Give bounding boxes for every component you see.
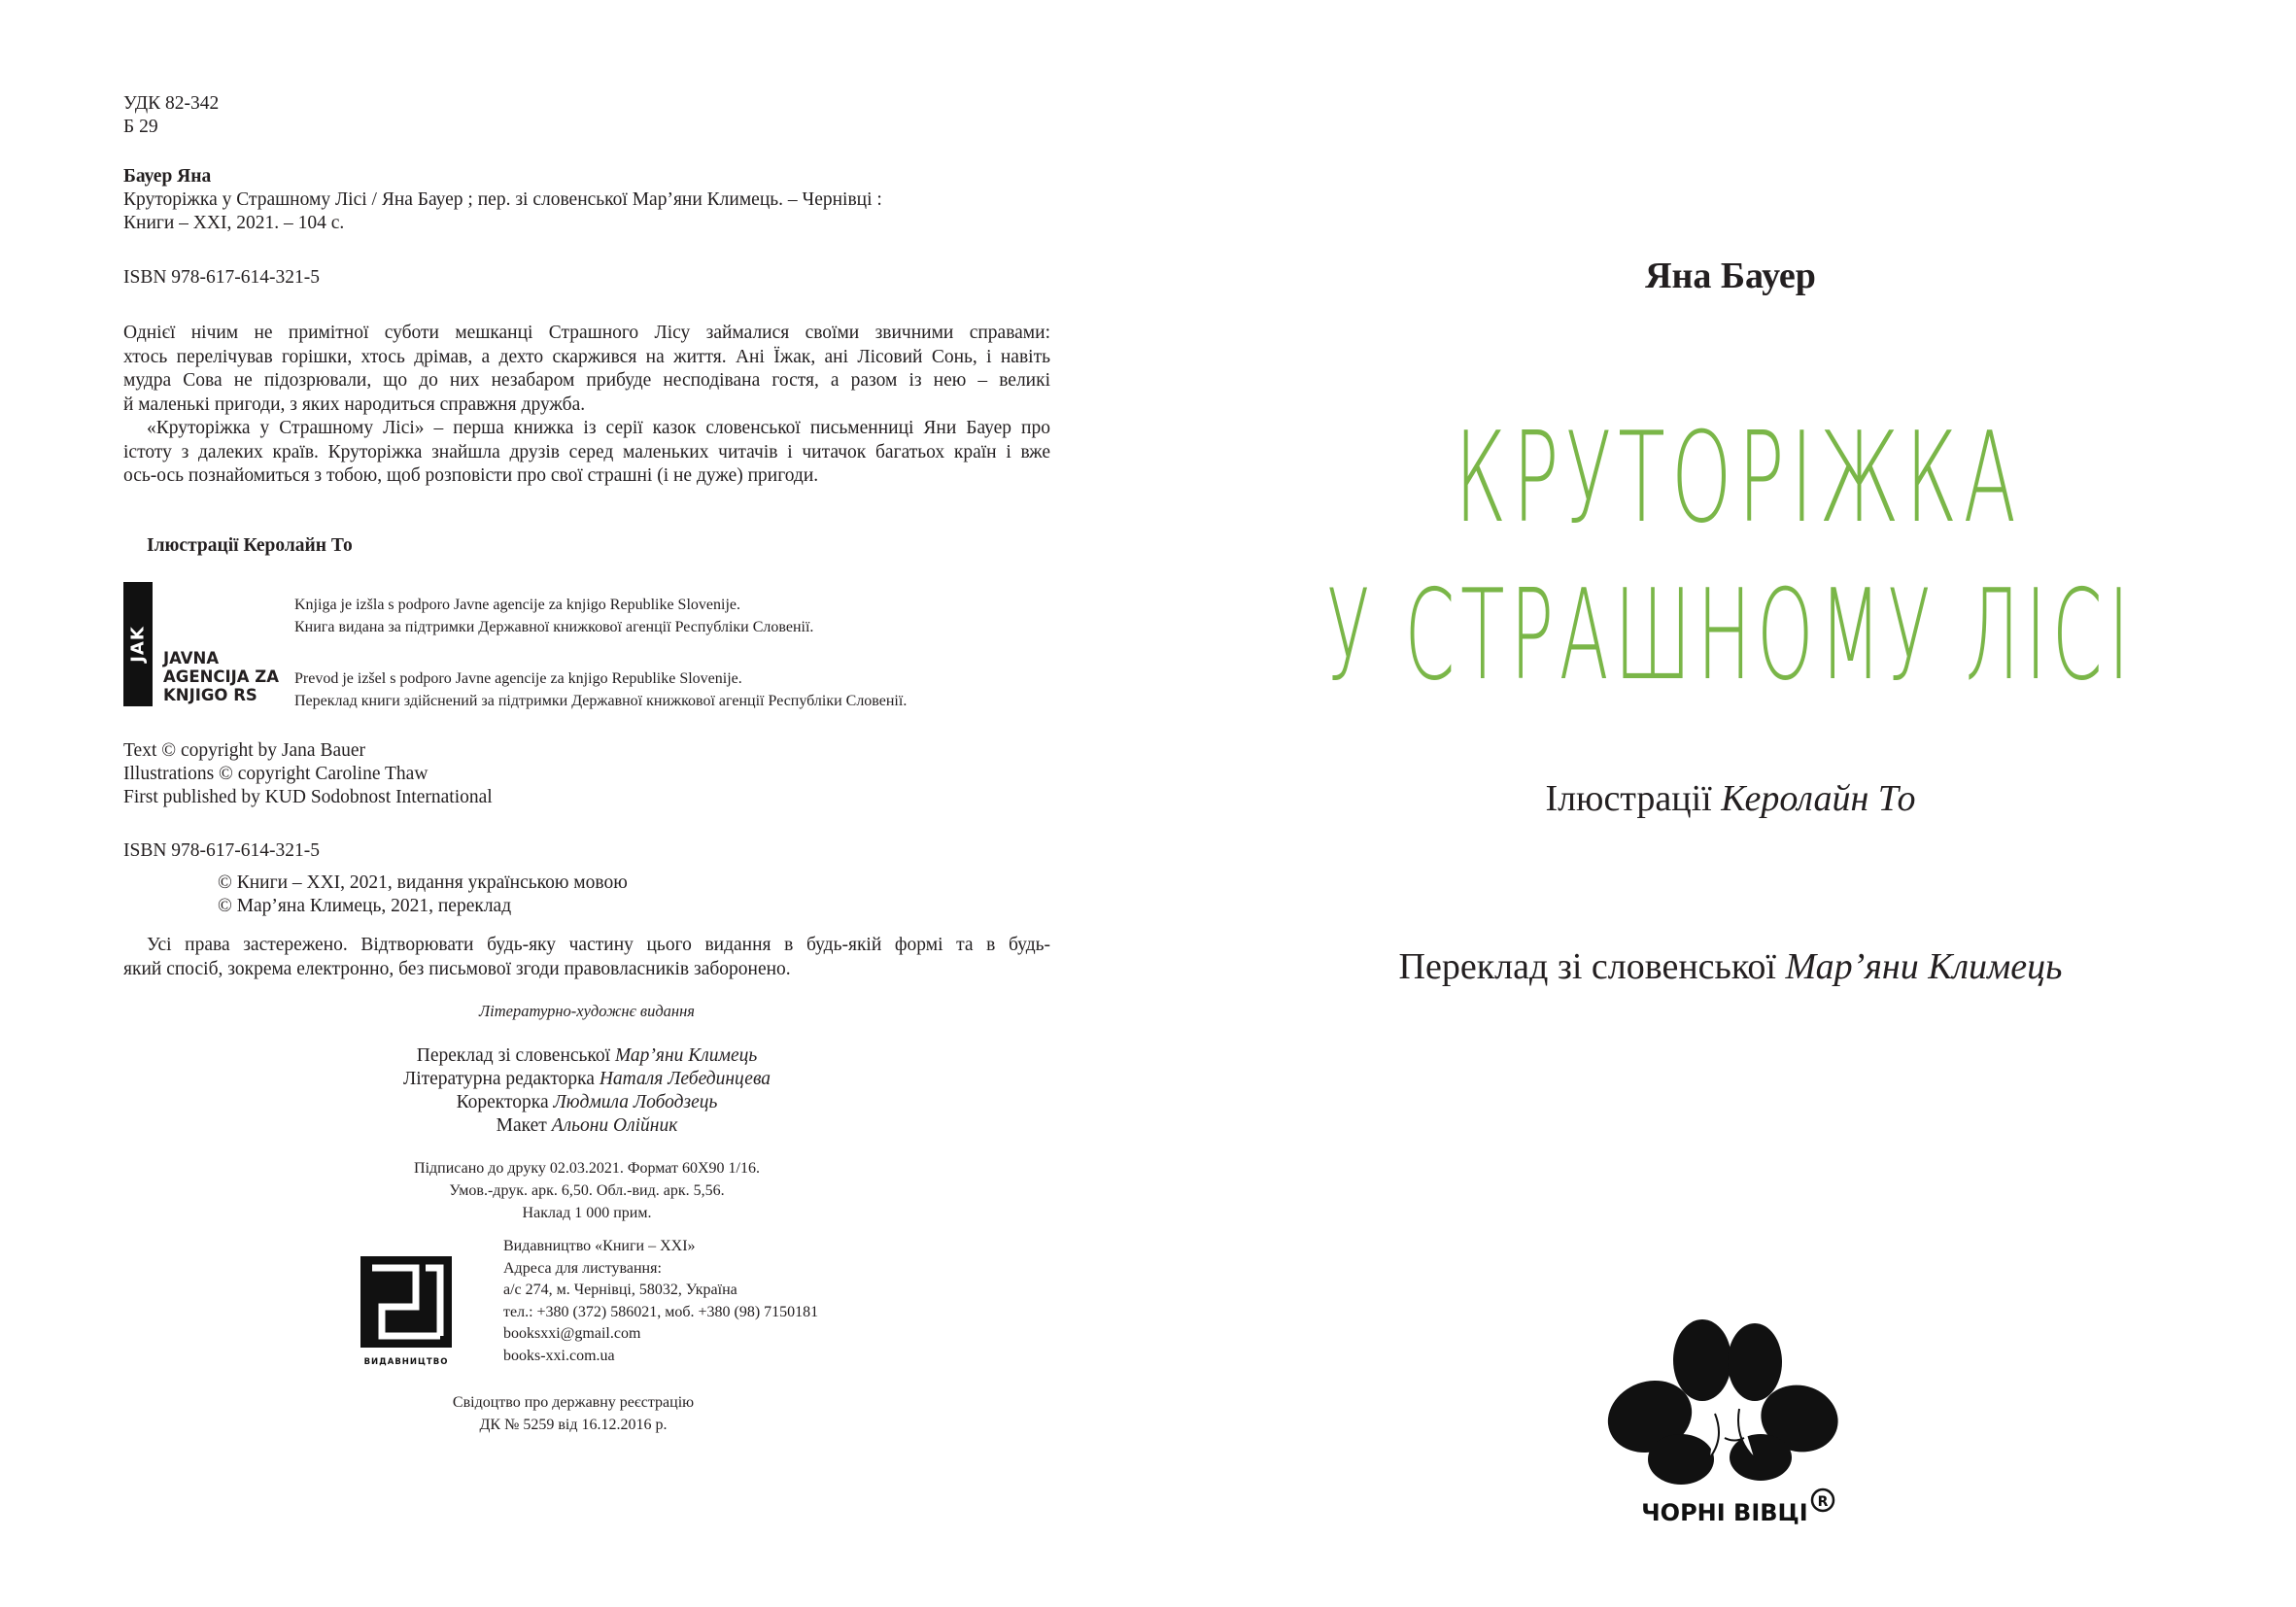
svg-text:R: R xyxy=(1817,1494,1829,1510)
title-line-1: КРУТОРІЖКА xyxy=(1455,406,2023,551)
copyright-line: First published by KUD Sodobnost International xyxy=(123,787,493,807)
rights-line: Усі права застережено. Відтворювати будь-яку частину цього видання в будь-якій формі та в будь- xyxy=(147,935,1050,955)
biblio-line: Круторіжка у Страшному Лісі / Яна Бауер ; пер. зі словенської Мар’яни Климець. – Чернівці : xyxy=(123,189,882,210)
translator-credit: Переклад зі словенської Мар’яни Климець xyxy=(1398,946,2063,987)
credit-line: Переклад зі словенської Мар’яни Климець xyxy=(416,1045,758,1066)
annotation-line: ось-ось познайомиться з тобою, щоб розповісти про свої страшні (і не дуже) пригоди. xyxy=(123,465,819,486)
black-sheep-icon xyxy=(1597,1319,1845,1485)
ua-copyright-line: © Мар’яна Климець, 2021, переклад xyxy=(218,896,512,916)
support-note: Prevod je izšel s podporo Javne agencije za knjigo Republike Slovenije. xyxy=(294,670,742,687)
publisher-email: booksxxi@gmail.com xyxy=(503,1325,641,1342)
annotation-line: хтось перелічував горішки, хтось дрімав, а дехто скаржився на життя. Ані Їжак, ані Лісовий Сонь, і навіть xyxy=(123,346,1050,367)
annotation-line: мудра Сова не підозрювали, що до них незабаром прибуде несподівана гостя, а разом із нею – великі xyxy=(123,370,1050,391)
support-note: Переклад книги здійснений за підтримки Державної книжкової агенції Республіки Словенії. xyxy=(294,693,908,709)
udk-code: УДК 82-342 xyxy=(123,93,220,114)
support-note: Книга видана за підтримки Державної книжкової агенції Республіки Словенії. xyxy=(294,619,814,635)
chorni-vivtsi-logo xyxy=(1593,1302,1856,1545)
annotation xyxy=(123,322,1050,489)
support-note: Knjiga je izšla s podporo Javne agencije za knjigo Republike Slovenije. xyxy=(294,597,740,613)
credits xyxy=(123,1044,1050,1138)
svg-text:ЧОРНІ ВІВЦІ: ЧОРНІ ВІВЦІ xyxy=(1641,1499,1808,1526)
author-heading: Бауер Яна xyxy=(123,166,212,187)
rights-line: який спосіб, зокрема електронно, без письмової згоди правовласників заборонено. xyxy=(123,958,791,979)
rights-notice xyxy=(123,934,1050,981)
print-info: Підписано до друку 02.03.2021. Формат 60Х90 1/16. Умов.-друк. арк. 6,50. Обл.-вид. арк. 5,56. Наклад 1 000 прим. xyxy=(414,1160,760,1221)
credit-line: Макет Альони Олійник xyxy=(496,1115,678,1136)
biblio-line: Книги – XXI, 2021. – 104 с. xyxy=(123,213,345,233)
publisher-website: books-xxi.com.ua xyxy=(503,1347,615,1364)
isbn: ISBN 978-617-614-321-5 xyxy=(123,840,321,861)
annotation-line: «Круторіжка у Страшному Лісі» – перша книжка із серії казок словенської письменниці Яни Бауер про xyxy=(147,418,1050,438)
illustrator-credit: Ілюстрації Керолайн То xyxy=(1545,778,1916,819)
illustrations-credit: Ілюстрації Керолайн То xyxy=(147,535,353,556)
title-line-2: У СТРАШНОМУ ЛІСІ xyxy=(1326,564,2136,708)
author-name: Яна Бауер xyxy=(1645,256,1816,296)
annotation-line: Однієї нічим не примітної суботи мешканці Страшного Лісу займалися своїми звичними справами: xyxy=(123,323,1050,343)
copyright-line: Text © copyright by Jana Bauer xyxy=(123,740,366,761)
isbn: ISBN 978-617-614-321-5 xyxy=(123,267,321,288)
publisher-21-logo xyxy=(358,1253,455,1370)
annotation-line: й маленькі пригоди, з яких народиться справжня дружба. xyxy=(123,393,586,415)
genre: Літературно-художнє видання xyxy=(479,1002,695,1020)
credit-line: Коректорка Людмила Лободзець xyxy=(456,1092,718,1112)
registration: Свідоцтво про державну реєстрацію ДК № 5259 від 16.12.2016 р. xyxy=(452,1394,695,1433)
jak-agency-name: JAVNA AGENCIJA ZA KNJIGO RS xyxy=(163,649,280,704)
jak-logo: JAK xyxy=(123,582,153,706)
annotation-line: істоту з далеких країв. Круторіжка знайшла друзів серед маленьких читачів і читачок багатьох країн і вже xyxy=(123,441,1050,462)
catalog-code: Б 29 xyxy=(123,117,158,137)
publisher-info: Видавництво «Книги – XXI» Адреса для листування: а/с 274, м. Чернівці, 58032, Україна тел.: +380 (372) 586021, моб. +380 (98) 7150181 booksxxi@gmail.com books-xxi.com.ua xyxy=(503,1236,818,1367)
svg-text:ВИДАВНИЦТВО: ВИДАВНИЦТВО xyxy=(363,1357,449,1367)
ua-copyright-line: © Книги – XXI, 2021, видання українською мовою xyxy=(218,872,628,893)
copyright-line: Illustrations © copyright Caroline Thaw xyxy=(123,764,428,784)
credit-line: Літературна редакторка Наталя Лебединцева xyxy=(402,1069,771,1089)
